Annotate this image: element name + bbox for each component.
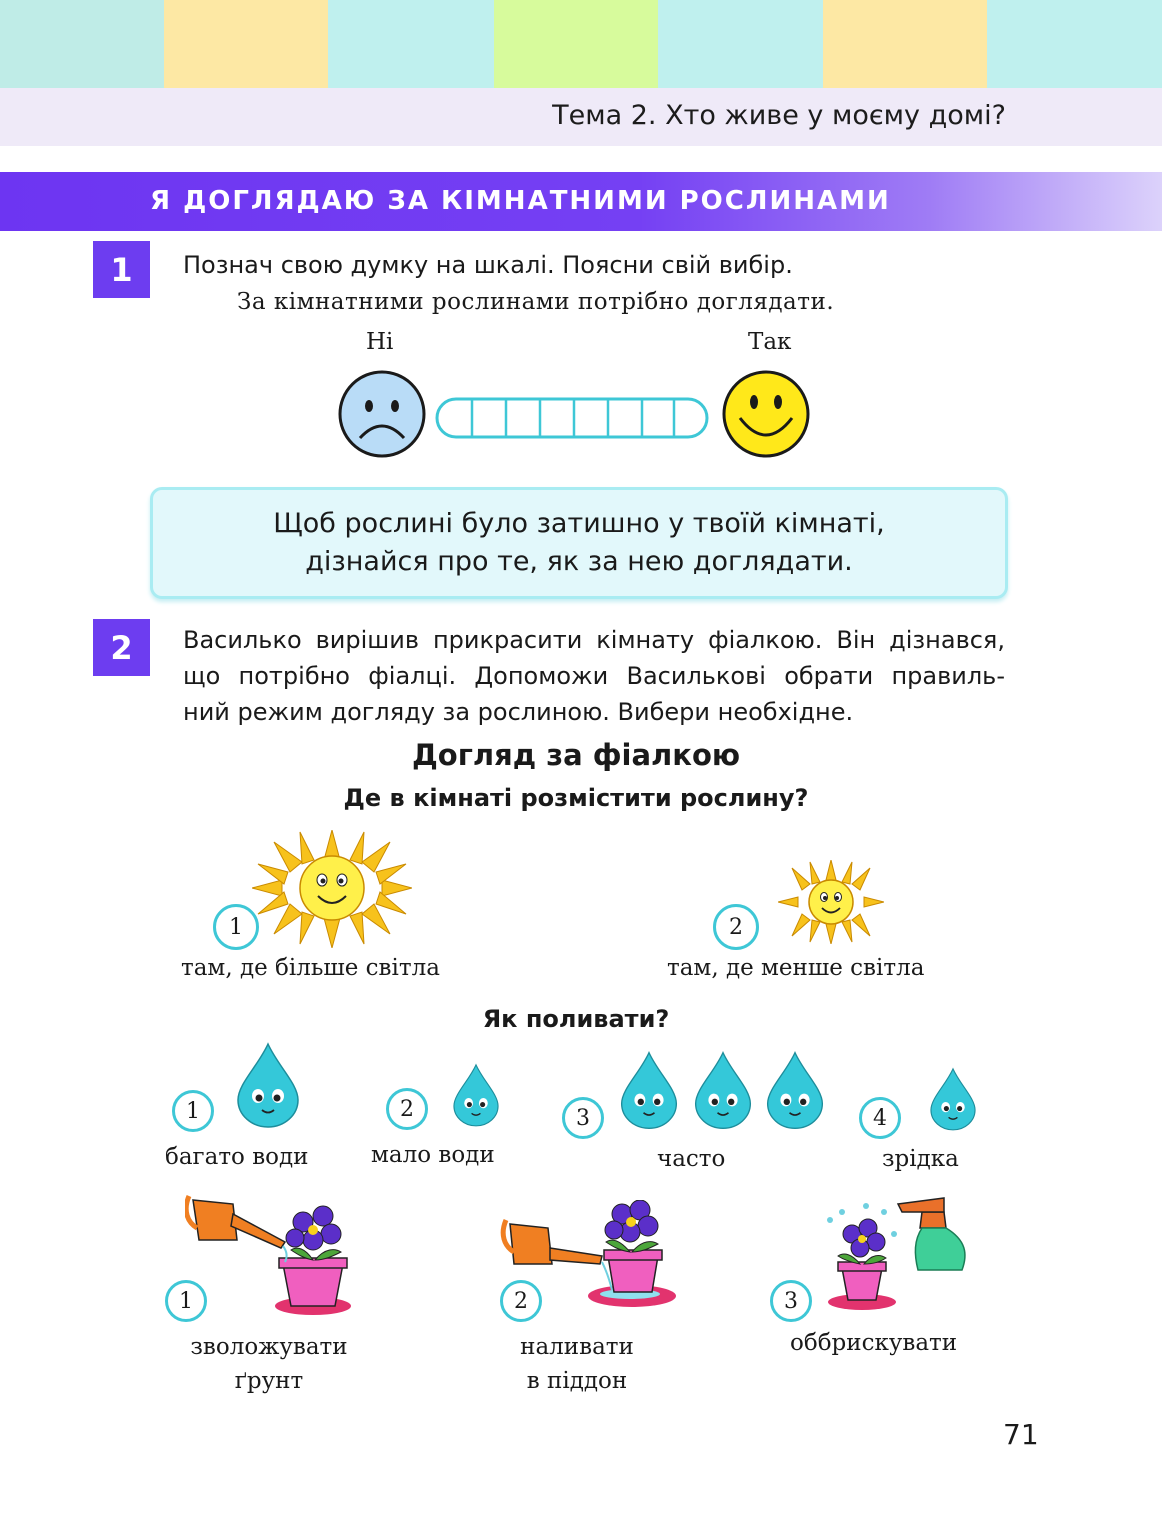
- water-drop-icon: [618, 1050, 680, 1130]
- header-stripe: [328, 0, 494, 88]
- info-line-1: Щоб рослині було затишно у твоїй кімнаті,: [273, 508, 885, 539]
- method-option-2-line-1: наливати: [520, 1334, 634, 1360]
- theme-title: Тема 2. Хто живе у моєму домі?: [552, 100, 1006, 131]
- task1-statement: За кімнатними рослинами потрібно доглядати.: [237, 289, 835, 315]
- happy-face-icon: [720, 368, 812, 460]
- task2-line-1: Василько вирішив прикрасити кімнату фіалкою. Він дізнався,: [183, 626, 1005, 654]
- opinion-scale[interactable]: [434, 396, 710, 440]
- method-option-2-line-2: в піддон: [526, 1368, 628, 1394]
- header-stripe: [494, 0, 658, 88]
- option-circle-place-2[interactable]: 2: [713, 904, 759, 950]
- option-circle-place-1[interactable]: 1: [213, 904, 259, 950]
- info-line-2: дізнайся про те, як за нею доглядати.: [305, 546, 853, 577]
- method-option-1-line-1: зволожувати: [190, 1334, 348, 1360]
- sad-face-icon: [336, 368, 428, 460]
- option-circle-water-4[interactable]: 4: [859, 1097, 901, 1139]
- task2-line-2: що потрібно фіалці. Допоможи Васильковi обрати правиль-: [183, 662, 1005, 690]
- small-water-drop-icon: [928, 1066, 978, 1132]
- task1-instruction: Познач свою думку на шкалі. Поясни свій вибір.: [183, 251, 793, 279]
- spray-bottle-icon: [822, 1184, 972, 1312]
- option-circle-water-3[interactable]: 3: [562, 1097, 604, 1139]
- option-circle-water-1[interactable]: 1: [172, 1090, 214, 1132]
- option-circle-water-2[interactable]: 2: [386, 1088, 428, 1130]
- task-number-2: 2: [93, 619, 150, 676]
- info-box: [150, 487, 1008, 599]
- method-option-2-label: [482, 1330, 672, 1398]
- water-option-4-label: зрідка: [882, 1146, 959, 1172]
- place-option-2-label: там, де менше світла: [667, 955, 925, 981]
- watering-can-soil-icon: [185, 1188, 360, 1318]
- sun-icon: [252, 830, 412, 948]
- place-option-1-label: там, де більше світла: [181, 955, 440, 981]
- page-number: 71: [1003, 1418, 1039, 1451]
- method-option-1-line-2: ґрунт: [234, 1368, 304, 1394]
- water-drop-icon: [692, 1050, 754, 1130]
- question-water: Як поливати?: [482, 1005, 670, 1033]
- header-stripe: [823, 0, 987, 88]
- water-option-3-label: часто: [657, 1146, 726, 1172]
- water-option-2-label: мало води: [371, 1142, 495, 1168]
- water-drop-icon: [764, 1050, 826, 1130]
- option-circle-method-1[interactable]: 1: [165, 1280, 207, 1322]
- option-circle-method-2[interactable]: 2: [500, 1280, 542, 1322]
- task-number-1: 1: [93, 241, 150, 298]
- small-water-drop-icon: [451, 1062, 501, 1128]
- section-title: Я ДОГЛЯДАЮ ЗА КІМНАТНИМИ РОСЛИНАМИ: [150, 186, 891, 216]
- scale-label-yes: Так: [748, 329, 792, 355]
- small-sun-icon: [778, 860, 884, 944]
- header-stripe: [164, 0, 328, 88]
- header-stripe: [0, 0, 164, 88]
- care-title: Догляд за фіалкою: [411, 738, 741, 772]
- option-circle-method-3[interactable]: 3: [770, 1280, 812, 1322]
- task2-line-3: ний режим догляду за рослиною. Вибери необхідне.: [183, 698, 854, 726]
- task2-text: [183, 622, 1005, 730]
- header-stripe: [987, 0, 1162, 88]
- method-option-3-label: оббрискувати: [790, 1330, 958, 1356]
- question-place: Де в кімнаті розмістити рослину?: [343, 784, 809, 812]
- water-option-1-label: багато води: [165, 1144, 309, 1170]
- scale-label-no: Ні: [366, 329, 394, 355]
- method-option-1-label: [174, 1330, 364, 1398]
- header-stripe: [658, 0, 823, 88]
- big-water-drop-icon: [234, 1042, 302, 1128]
